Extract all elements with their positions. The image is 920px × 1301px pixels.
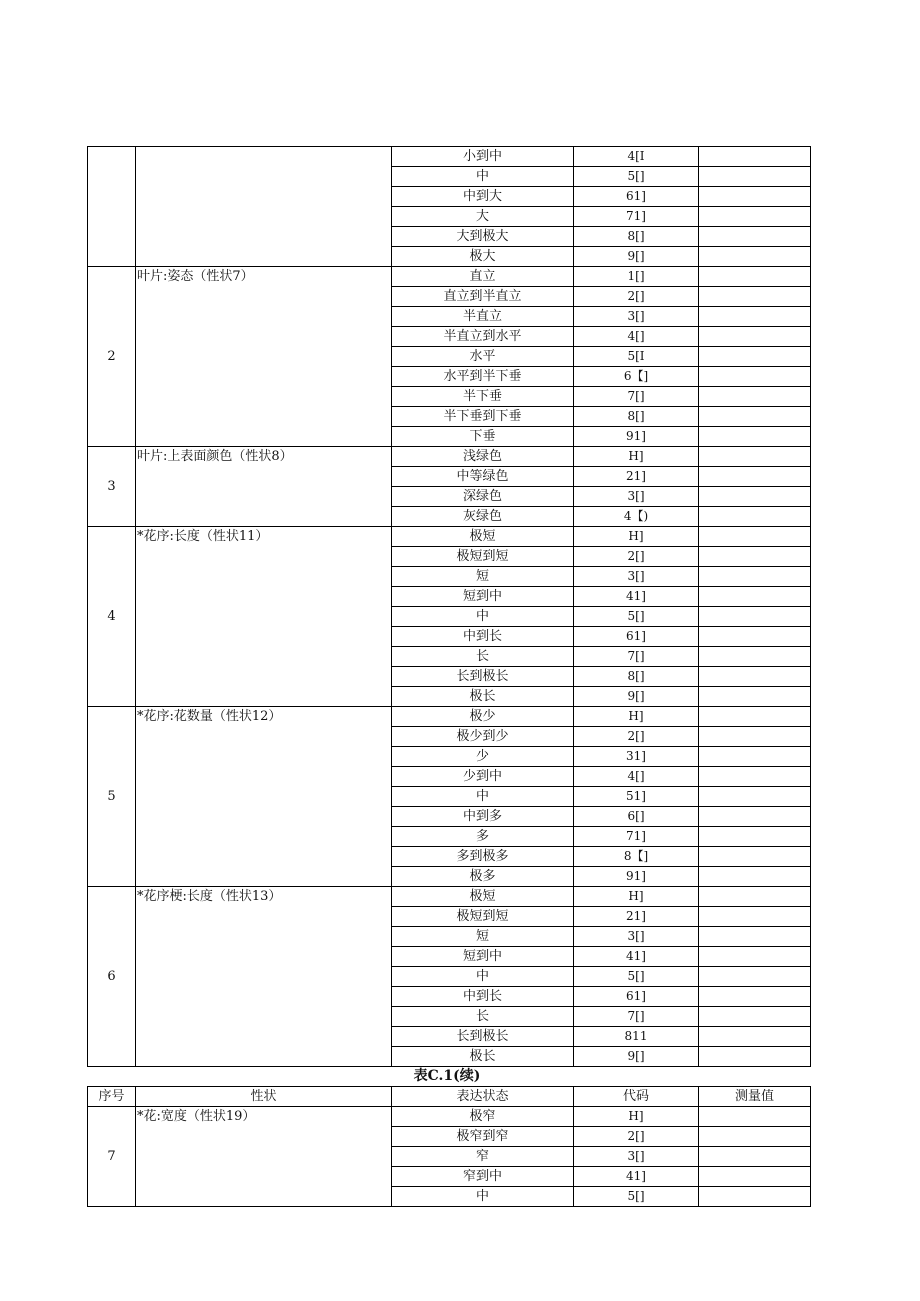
measured-value-cell (699, 667, 811, 687)
expression-state: 极窄到窄 (392, 1127, 574, 1147)
measured-value-cell (699, 947, 811, 967)
row-number: 5 (88, 707, 136, 887)
state-code: 5[I (574, 347, 699, 367)
expression-state: 中到多 (392, 807, 574, 827)
table-row (88, 1107, 811, 1127)
state-code: 2[] (574, 287, 699, 307)
measured-value-cell (699, 687, 811, 707)
state-code: 3[] (574, 307, 699, 327)
expression-state: 中到大 (392, 187, 574, 207)
measured-value-cell (699, 747, 811, 767)
measured-value-cell (699, 327, 811, 347)
trait-name (136, 147, 392, 267)
expression-state: 直立到半直立 (392, 287, 574, 307)
measured-value-cell (699, 587, 811, 607)
expression-state: 半下垂到下垂 (392, 407, 574, 427)
measured-value-cell (699, 907, 811, 927)
state-code: H] (574, 707, 699, 727)
expression-state: 中 (392, 967, 574, 987)
expression-state: 短 (392, 927, 574, 947)
state-code: 21] (574, 467, 699, 487)
expression-state: 短到中 (392, 947, 574, 967)
state-code: 3[] (574, 1147, 699, 1167)
state-code: H] (574, 1107, 699, 1127)
expression-state: 极多 (392, 867, 574, 887)
state-code: 3[] (574, 927, 699, 947)
state-code: 7[] (574, 647, 699, 667)
measured-value-cell (699, 1007, 811, 1027)
header-code: 代码 (574, 1087, 699, 1107)
measured-value-cell (699, 147, 811, 167)
measured-value-cell (699, 347, 811, 367)
state-code: 41] (574, 947, 699, 967)
expression-state: 中到长 (392, 987, 574, 1007)
row-number: 4 (88, 527, 136, 707)
measured-value-cell (699, 1047, 811, 1067)
measured-value-cell (699, 447, 811, 467)
state-code: 2[] (574, 547, 699, 567)
state-code: 71] (574, 207, 699, 227)
measured-value-cell (699, 807, 811, 827)
state-code: H] (574, 887, 699, 907)
measured-value-cell (699, 927, 811, 947)
trait-table-continued (87, 1086, 811, 1207)
expression-state: 极窄 (392, 1107, 574, 1127)
expression-state: 极短到短 (392, 907, 574, 927)
state-code: 5[] (574, 167, 699, 187)
trait-name: *花序:长度（性状11） (136, 527, 392, 707)
expression-state: 中等绿色 (392, 467, 574, 487)
measured-value-cell (699, 1167, 811, 1187)
expression-state: 长到极长 (392, 1027, 574, 1047)
measured-value-cell (699, 167, 811, 187)
state-code: H] (574, 527, 699, 547)
measured-value-cell (699, 567, 811, 587)
state-code: 6【] (574, 367, 699, 387)
table-row (88, 527, 811, 547)
expression-state: 中 (392, 607, 574, 627)
row-number: 2 (88, 267, 136, 447)
state-code: 61] (574, 987, 699, 1007)
expression-state: 水平 (392, 347, 574, 367)
table-caption: 表C.1(续) (413, 1068, 481, 1084)
state-code: 91] (574, 867, 699, 887)
measured-value-cell (699, 967, 811, 987)
expression-state: 灰绿色 (392, 507, 574, 527)
measured-value-cell (699, 767, 811, 787)
trait-name: *花序梗:长度（性状13） (136, 887, 392, 1067)
expression-state: 小到中 (392, 147, 574, 167)
table-row (88, 707, 811, 727)
expression-state: 半下垂 (392, 387, 574, 407)
state-code: 51] (574, 787, 699, 807)
expression-state: 水平到半下垂 (392, 367, 574, 387)
state-code: 8[] (574, 667, 699, 687)
measured-value-cell (699, 267, 811, 287)
table-row (88, 267, 811, 287)
measured-value-cell (699, 307, 811, 327)
measured-value-cell (699, 827, 811, 847)
state-code: 9[] (574, 1047, 699, 1067)
trait-name: *花序:花数量（性状12） (136, 707, 392, 887)
state-code: 8[] (574, 407, 699, 427)
measured-value-cell (699, 467, 811, 487)
expression-state: 中到长 (392, 627, 574, 647)
trait-name: 叶片:姿态（性状7） (136, 267, 392, 447)
row-number (88, 147, 136, 267)
expression-state: 长到极长 (392, 667, 574, 687)
expression-state: 多到极多 (392, 847, 574, 867)
expression-state: 深绿色 (392, 487, 574, 507)
state-code: 4[I (574, 147, 699, 167)
expression-state: 极长 (392, 687, 574, 707)
measured-value-cell (699, 407, 811, 427)
trait-name: *花:宽度（性状19） (136, 1107, 392, 1207)
expression-state: 短到中 (392, 587, 574, 607)
measured-value-cell (699, 427, 811, 447)
measured-value-cell (699, 387, 811, 407)
expression-state: 极大 (392, 247, 574, 267)
state-code: 71] (574, 827, 699, 847)
state-code: 5[] (574, 1187, 699, 1207)
row-number: 7 (88, 1107, 136, 1207)
state-code: 8【] (574, 847, 699, 867)
measured-value-cell (699, 847, 811, 867)
expression-state: 极短到短 (392, 547, 574, 567)
expression-state: 大到极大 (392, 227, 574, 247)
measured-value-cell (699, 547, 811, 567)
expression-state: 极短 (392, 887, 574, 907)
measured-value-cell (699, 367, 811, 387)
state-code: 61] (574, 627, 699, 647)
state-code: 2[] (574, 727, 699, 747)
state-code: 8[] (574, 227, 699, 247)
state-code: 3[] (574, 567, 699, 587)
expression-state: 半直立到水平 (392, 327, 574, 347)
measured-value-cell (699, 527, 811, 547)
expression-state: 下垂 (392, 427, 574, 447)
measured-value-cell (699, 507, 811, 527)
table-row (88, 447, 811, 467)
expression-state: 短 (392, 567, 574, 587)
state-code: 4[] (574, 767, 699, 787)
state-code: 5[] (574, 967, 699, 987)
table-row (88, 147, 811, 167)
expression-state: 浅绿色 (392, 447, 574, 467)
row-number: 6 (88, 887, 136, 1067)
expression-state: 大 (392, 207, 574, 227)
state-code: 4[] (574, 327, 699, 347)
expression-state: 极短 (392, 527, 574, 547)
state-code: 21] (574, 907, 699, 927)
expression-state: 长 (392, 647, 574, 667)
measured-value-cell (699, 207, 811, 227)
expression-state: 极长 (392, 1047, 574, 1067)
measured-value-cell (699, 227, 811, 247)
measured-value-cell (699, 627, 811, 647)
expression-state: 中 (392, 1187, 574, 1207)
expression-state: 少到中 (392, 767, 574, 787)
state-code: 31] (574, 747, 699, 767)
expression-state: 直立 (392, 267, 574, 287)
state-code: 5[] (574, 607, 699, 627)
header-state: 表达状态 (392, 1087, 574, 1107)
expression-state: 极少到少 (392, 727, 574, 747)
trait-table-body (88, 147, 811, 1067)
measured-value-cell (699, 1107, 811, 1127)
state-code: 811 (574, 1027, 699, 1047)
header-value: 测量值 (699, 1087, 811, 1107)
expression-state: 窄 (392, 1147, 574, 1167)
expression-state: 中 (392, 167, 574, 187)
measured-value-cell (699, 187, 811, 207)
expression-state: 多 (392, 827, 574, 847)
table-header-row (88, 1087, 811, 1107)
expression-state: 少 (392, 747, 574, 767)
state-code: 91] (574, 427, 699, 447)
measured-value-cell (699, 1147, 811, 1167)
state-code: 4【) (574, 507, 699, 527)
expression-state: 极少 (392, 707, 574, 727)
expression-state: 中 (392, 787, 574, 807)
measured-value-cell (699, 987, 811, 1007)
header-trait: 性状 (136, 1087, 392, 1107)
measured-value-cell (699, 1127, 811, 1147)
measured-value-cell (699, 887, 811, 907)
expression-state: 长 (392, 1007, 574, 1027)
row-number: 3 (88, 447, 136, 527)
state-code: H] (574, 447, 699, 467)
expression-state: 窄到中 (392, 1167, 574, 1187)
table-row (88, 887, 811, 907)
state-code: 9[] (574, 247, 699, 267)
state-code: 7[] (574, 1007, 699, 1027)
trait-table (87, 146, 811, 1067)
state-code: 41] (574, 1167, 699, 1187)
measured-value-cell (699, 647, 811, 667)
measured-value-cell (699, 247, 811, 267)
expression-state: 半直立 (392, 307, 574, 327)
state-code: 61] (574, 187, 699, 207)
trait-name: 叶片:上表面颜色（性状8） (136, 447, 392, 527)
measured-value-cell (699, 287, 811, 307)
measured-value-cell (699, 1187, 811, 1207)
state-code: 1[] (574, 267, 699, 287)
measured-value-cell (699, 1027, 811, 1047)
state-code: 3[] (574, 487, 699, 507)
state-code: 2[] (574, 1127, 699, 1147)
measured-value-cell (699, 487, 811, 507)
state-code: 7[] (574, 387, 699, 407)
state-code: 41] (574, 587, 699, 607)
measured-value-cell (699, 607, 811, 627)
measured-value-cell (699, 787, 811, 807)
measured-value-cell (699, 727, 811, 747)
trait-table-continued-body (88, 1107, 811, 1207)
state-code: 6[] (574, 807, 699, 827)
state-code: 9[] (574, 687, 699, 707)
measured-value-cell (699, 867, 811, 887)
header-no: 序号 (88, 1087, 136, 1107)
measured-value-cell (699, 707, 811, 727)
